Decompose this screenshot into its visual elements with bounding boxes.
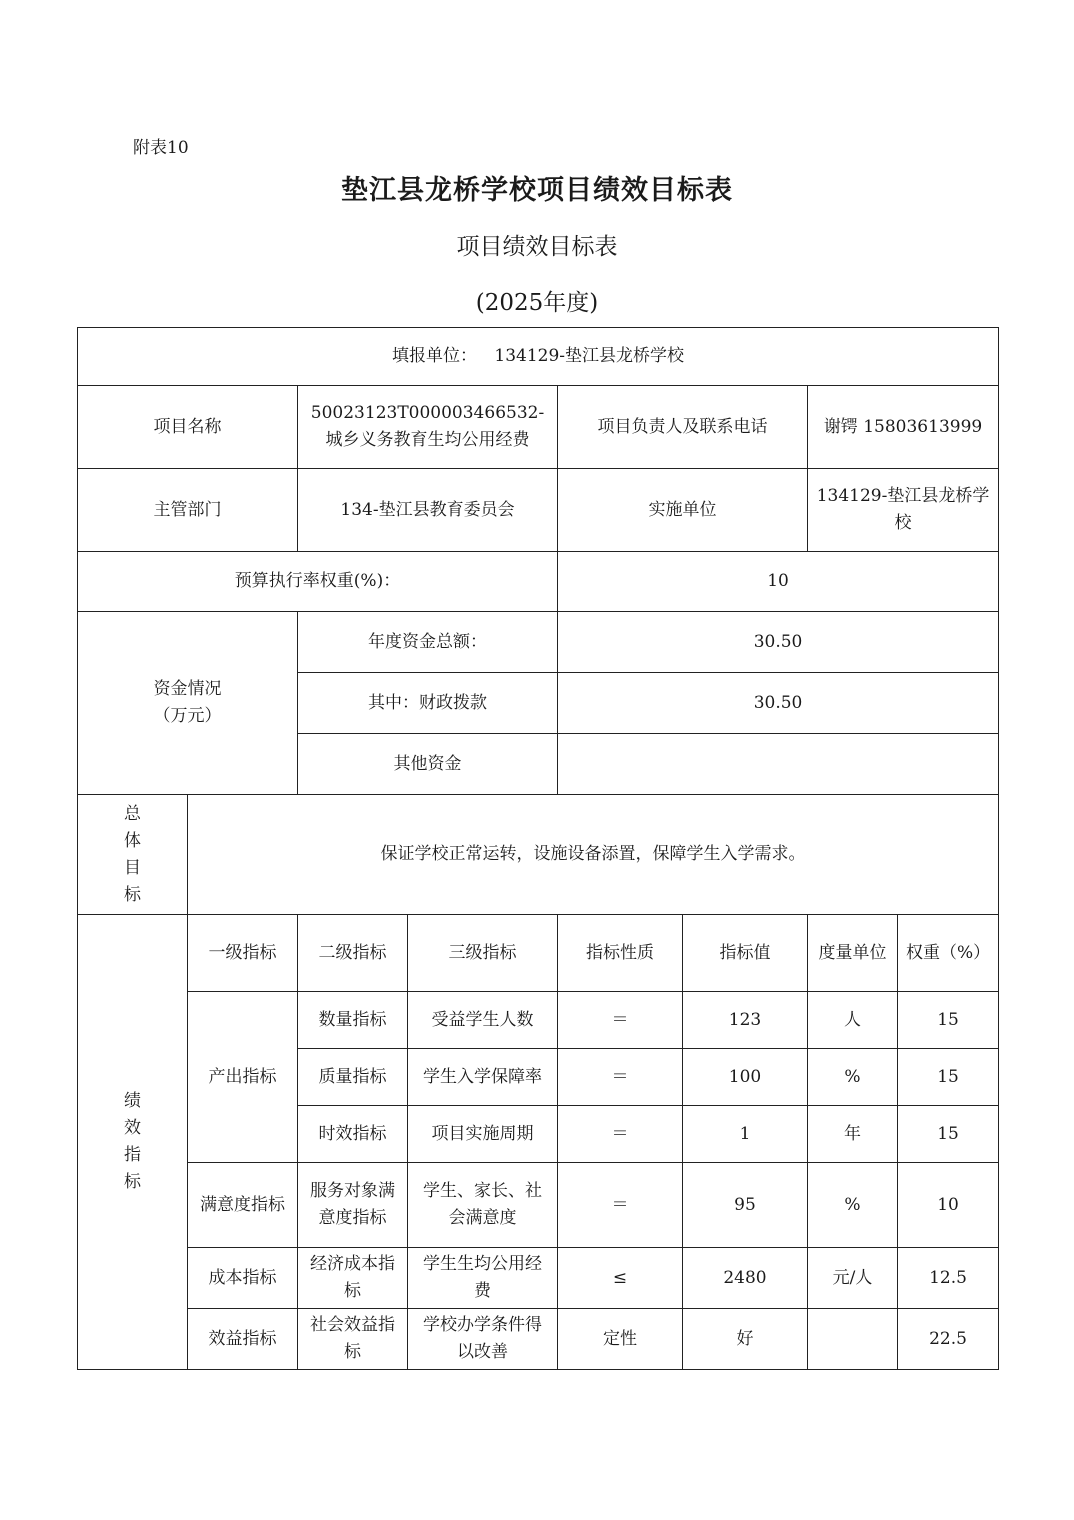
funds-label: 资金情况（万元） — [78, 612, 298, 795]
weight-cell: 22.5 — [898, 1309, 999, 1370]
table-row — [78, 1309, 999, 1370]
header-level3: 三级指标 — [408, 915, 558, 992]
value-cell: 2480 — [683, 1248, 808, 1309]
fiscal-year: (2025年度) — [475, 290, 599, 316]
project-name-label: 项目名称 — [78, 386, 298, 469]
level1-cell: 成本指标 — [188, 1248, 298, 1309]
header-level2: 二级指标 — [298, 915, 408, 992]
funds-total-row — [78, 612, 999, 673]
funds-fiscal-label: 其中：财政拨款 — [298, 673, 558, 734]
overall-goal-label: 总体目标 — [78, 795, 188, 915]
level3-cell: 学校办学条件得以改善 — [408, 1309, 558, 1370]
value-cell: 123 — [683, 992, 808, 1049]
level1-cell: 效益指标 — [188, 1309, 298, 1370]
overall-goal-row — [78, 795, 999, 915]
funds-total-label: 年度资金总额： — [298, 612, 558, 673]
contact-label: 项目负责人及联系电话 — [558, 386, 808, 469]
unit-cell: % — [808, 1163, 898, 1248]
header-level1: 一级指标 — [188, 915, 298, 992]
project-name-value: 50023123T000003466532-城乡义务教育生均公用经费 — [298, 386, 558, 469]
level3-cell: 项目实施周期 — [408, 1106, 558, 1163]
weight-cell: 15 — [898, 992, 999, 1049]
weight-cell: 10 — [898, 1163, 999, 1248]
level2-cell: 时效指标 — [298, 1106, 408, 1163]
nature-cell: ≤ — [558, 1248, 683, 1309]
unit-cell: 元/人 — [808, 1248, 898, 1309]
level3-cell: 学生生均公用经费 — [408, 1248, 558, 1309]
unit-cell: 人 — [808, 992, 898, 1049]
nature-cell: ＝ — [558, 1049, 683, 1106]
budget-weight-label: 预算执行率权重(%)： — [78, 552, 558, 612]
value-cell: 好 — [683, 1309, 808, 1370]
value-cell: 95 — [683, 1163, 808, 1248]
funds-fiscal-value: 30.50 — [558, 673, 999, 734]
nature-cell: ＝ — [558, 1106, 683, 1163]
project-name-row — [78, 386, 999, 469]
header-value: 指标值 — [683, 915, 808, 992]
annex-label: 附表10 — [133, 138, 189, 158]
level2-cell: 质量指标 — [298, 1049, 408, 1106]
weight-cell: 15 — [898, 1049, 999, 1106]
level2-cell: 服务对象满意度指标 — [298, 1163, 408, 1248]
performance-target-table — [77, 327, 999, 1370]
level2-cell: 经济成本指标 — [298, 1248, 408, 1309]
funds-total-value: 30.50 — [558, 612, 999, 673]
nature-cell: ＝ — [558, 1163, 683, 1248]
reporting-unit-cell — [78, 328, 999, 386]
reporting-unit-label: 填报单位： — [392, 346, 477, 366]
table-row — [78, 1248, 999, 1309]
dept-value: 134-垫江县教育委员会 — [298, 469, 558, 552]
level3-cell: 学生入学保障率 — [408, 1049, 558, 1106]
unit-cell: 年 — [808, 1106, 898, 1163]
impl-unit-label: 实施单位 — [558, 469, 808, 552]
page-title: 垫江县龙桥学校项目绩效目标表 — [341, 175, 733, 206]
department-row — [78, 469, 999, 552]
level2-cell: 数量指标 — [298, 992, 408, 1049]
nature-cell: 定性 — [558, 1309, 683, 1370]
level2-cell: 社会效益指标 — [298, 1309, 408, 1370]
funds-other-value — [558, 734, 999, 795]
header-unit: 度量单位 — [808, 915, 898, 992]
level3-cell: 学生、家长、社会满意度 — [408, 1163, 558, 1248]
nature-cell: ＝ — [558, 992, 683, 1049]
reporting-unit-row — [78, 328, 999, 386]
page-subtitle: 项目绩效目标表 — [456, 234, 618, 260]
weight-cell: 15 — [898, 1106, 999, 1163]
header-nature: 指标性质 — [558, 915, 683, 992]
header-weight: 权重（%） — [898, 915, 999, 992]
unit-cell — [808, 1309, 898, 1370]
perf-indicator-label: 绩效指标 — [78, 915, 188, 1370]
indicator-header-row — [78, 915, 999, 992]
reporting-unit-value: 134129-垫江县龙桥学校 — [494, 346, 685, 366]
budget-weight-value: 10 — [558, 552, 999, 612]
overall-goal-value: 保证学校正常运转，设施设备添置，保障学生入学需求。 — [188, 795, 999, 915]
impl-unit-value: 134129-垫江县龙桥学校 — [808, 469, 999, 552]
funds-other-label: 其他资金 — [298, 734, 558, 795]
table-row — [78, 992, 999, 1049]
contact-value: 谢锷 15803613999 — [808, 386, 999, 469]
dept-label: 主管部门 — [78, 469, 298, 552]
table-row — [78, 1163, 999, 1248]
unit-cell: % — [808, 1049, 898, 1106]
level1-cell: 满意度指标 — [188, 1163, 298, 1248]
level3-cell: 受益学生人数 — [408, 992, 558, 1049]
budget-weight-row — [78, 552, 999, 612]
value-cell: 100 — [683, 1049, 808, 1106]
value-cell: 1 — [683, 1106, 808, 1163]
weight-cell: 12.5 — [898, 1248, 999, 1309]
level1-cell: 产出指标 — [188, 992, 298, 1163]
